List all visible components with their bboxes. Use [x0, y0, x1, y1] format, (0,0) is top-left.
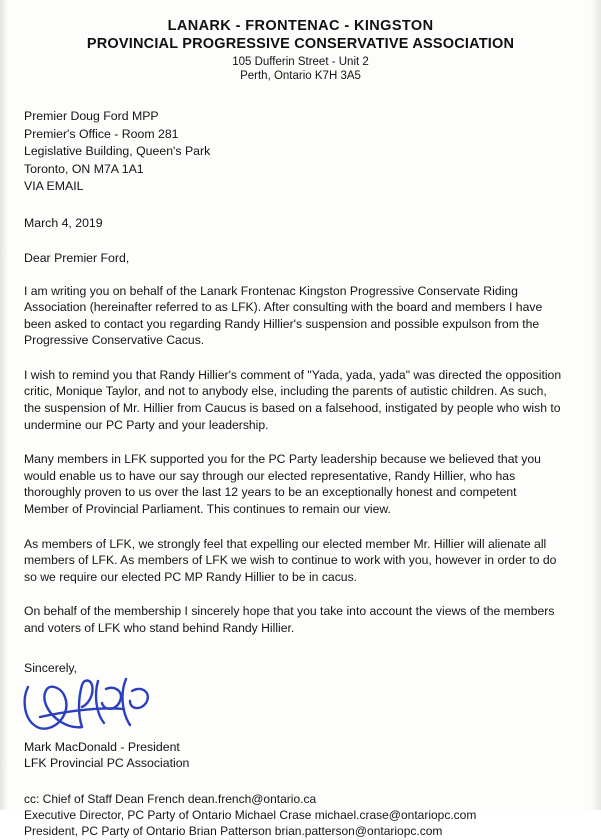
- signer-name-title: Mark MacDonald - President: [24, 739, 180, 754]
- cc-line-2: Executive Director, PC Party of Ontario Michael Crase michael.crase@ontariopc.com: [24, 808, 477, 822]
- recipient-line-2: Premier's Office - Room 281: [24, 126, 179, 141]
- recipient-line-5: VIA EMAIL: [24, 179, 84, 193]
- salutation: Dear Premier Ford,: [24, 250, 130, 265]
- recipient-address: [24, 108, 563, 196]
- paragraph-1: I am writing you on behalf of the Lanark Frontenac Kingston Progressive Conservate Riding Association (hereinafter referred to as LFK). After consulting with the board and members I have been asked to contact you regarding Randy Hillier's suspension and possible expulson from the Progressive Conservative Cacus.: [24, 283, 543, 348]
- cc-line-1: cc: Chief of Staff Dean French dean.french@ontario.ca: [24, 791, 317, 806]
- paragraph-2: I wish to remind you that Randy Hillier's comment of "Yada, yada, yada" was directed the opposition critic, Monique Taylor, and not to anybody else, including the parents of autistic children. As such, the suspension of Mr. Hillier from Caucus is based on a falsehood, instigated by people who wish to undermine our PC Party and your leadership.: [24, 367, 562, 432]
- letterhead: [0, 0, 601, 82]
- letter-body: [0, 108, 601, 840]
- signer-organization: LFK Provincial PC Association: [24, 755, 190, 770]
- letterhead-address: 105 Dufferin Street - Unit 2: [232, 56, 369, 68]
- recipient-line-1: Premier Doug Ford MPP: [24, 109, 159, 123]
- signature-icon: [20, 673, 210, 739]
- paragraph-3: Many members in LFK supported you for the PC Party leadership because we believed that you would enable us to have our say through our elected representative, Randy Hillier, who has thoroughly proven to us over the last 12 years to be an exceptionally honest and competent Member of Provincial Parliament. This continues to remain our view.: [24, 452, 541, 517]
- paragraph-4: As members of LFK, we strongly feel that expelling our elected member Mr. Hillier will alienate all members of LFK. As members of LFK we wish to continue to work with you, however in order to do so we require our elected PC MP Randy Hillier to be in cacus.: [24, 536, 557, 584]
- recipient-line-4: Toronto, ON M7A 1A1: [24, 161, 144, 176]
- letter-date: March 4, 2019: [24, 215, 103, 230]
- cc-line-3: President, PC Party of Ontario Brian Patterson brian.patterson@ontariopc.com: [24, 824, 443, 839]
- paragraph-5: On behalf of the membership I sincerely hope that you take into account the views of the members and voters of LFK who stand behind Randy Hillier.: [24, 604, 555, 635]
- letterhead-org-line1: LANARK - FRONTENAC - KINGSTON: [167, 18, 434, 34]
- closing: Sincerely,: [24, 660, 78, 675]
- letterhead-org-line2: PROVINCIAL PROGRESSIVE CONSERVATIVE ASSOCIATION: [86, 36, 515, 52]
- cc-block: [24, 791, 563, 840]
- recipient-line-3: Legislative Building, Queen's Park: [24, 144, 211, 158]
- letterhead-city: Perth, Ontario K7H 3A5: [240, 70, 361, 82]
- signature: [24, 677, 563, 739]
- signer-block: [24, 739, 563, 771]
